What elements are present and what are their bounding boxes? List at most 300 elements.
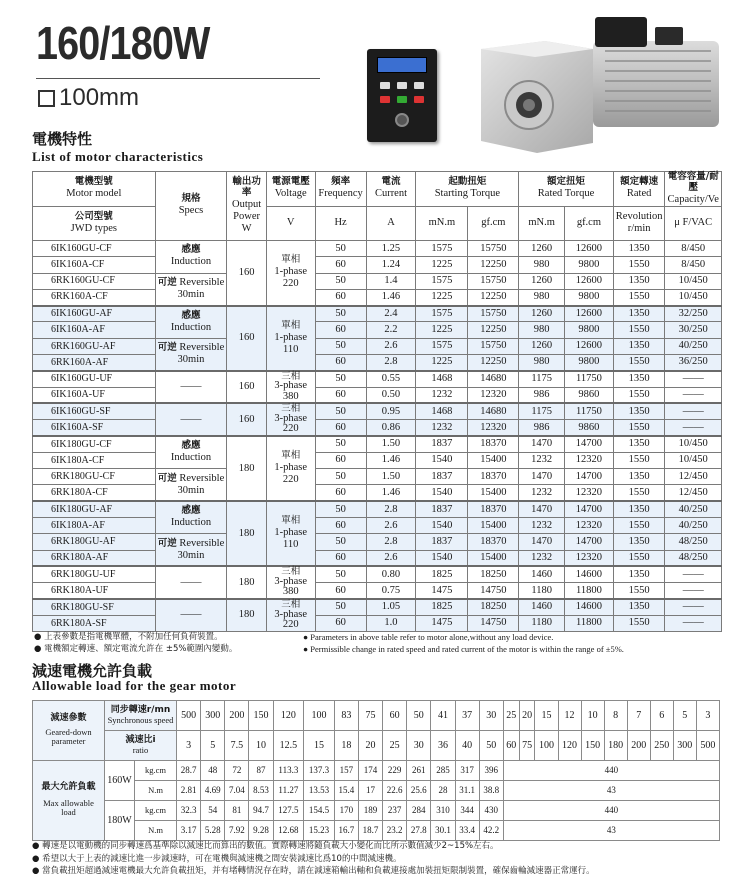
cell-a: 1.50	[366, 469, 416, 485]
controller-button	[380, 82, 390, 89]
cell-r2: 9800	[565, 354, 614, 370]
cell-a: 2.2	[366, 322, 416, 338]
load-cell: 284	[407, 801, 431, 821]
load-cell-max: 440	[503, 761, 719, 781]
bottom-notes	[32, 840, 595, 878]
cell-hz: 50	[315, 436, 366, 452]
load-cell: 72	[225, 761, 249, 781]
ratio-label: 減速比i ratio	[105, 731, 177, 761]
cell-s1: 1825	[416, 599, 468, 615]
cell-a: 1.4	[366, 273, 416, 289]
cell-r1: 1232	[519, 550, 565, 566]
cell-voltage: 三相 3-phase 380	[266, 371, 315, 404]
speed-cell: 500	[177, 701, 201, 731]
unit-rated-mnm: mN.m	[519, 206, 565, 240]
load-cell: 18.7	[358, 821, 382, 841]
cell-a: 0.95	[366, 403, 416, 419]
cell-model: 6RK180GU-SF	[33, 599, 156, 615]
cell-s2: 18250	[468, 566, 519, 582]
load-cell: 157	[334, 761, 358, 781]
table-row	[33, 436, 722, 452]
cell-voltage: 單相 1-phase 220	[266, 240, 315, 305]
ratio-cell: 12.5	[273, 731, 304, 761]
load-cell: 42.2	[479, 821, 503, 841]
ratio-cell: 20	[358, 731, 382, 761]
cell-a: 2.8	[366, 534, 416, 550]
cell-r2: 12320	[565, 452, 614, 468]
cell-cap: ——	[665, 403, 722, 419]
cell-r2: 12320	[565, 485, 614, 501]
cell-s2: 18370	[468, 501, 519, 517]
table-row	[33, 403, 722, 419]
speed-cell: 83	[334, 701, 358, 731]
cell-hz: 50	[315, 501, 366, 517]
unit-start-gfcm: gf.cm	[468, 206, 519, 240]
load-cell: 127.5	[273, 801, 304, 821]
cell-r2: 9860	[565, 420, 614, 436]
cell-r1: 1175	[519, 403, 565, 419]
cell-s2: 15400	[468, 485, 519, 501]
table-row	[33, 583, 722, 599]
cell-model: 6IK160A-AF	[33, 322, 156, 338]
cell-specs: ——	[155, 599, 227, 632]
cell-hz: 50	[315, 469, 366, 485]
unit-frequency: Hz	[315, 206, 366, 240]
cell-cap: 8/450	[665, 257, 722, 273]
speed-cell: 75	[358, 701, 382, 731]
cell-hz: 60	[315, 257, 366, 273]
table-row	[33, 338, 722, 354]
cell-rpm: 1350	[613, 306, 665, 322]
cell-model: 6RK160GU-AF	[33, 338, 156, 354]
load-cell: 285	[431, 761, 455, 781]
load-cell: 30.1	[431, 821, 455, 841]
load-cell: 4.69	[201, 781, 225, 801]
cell-rpm: 1550	[613, 322, 665, 338]
cell-r1: 1175	[519, 371, 565, 387]
speed-cell: 60	[383, 701, 407, 731]
cell-output: 160	[227, 371, 266, 404]
sync-speed-label: 同步轉速r/mn Synchronous speed	[105, 701, 177, 731]
controller-knob	[395, 113, 409, 127]
col-header-voltage: 電源電壓 Voltage	[266, 172, 315, 207]
cell-a: 2.6	[366, 338, 416, 354]
cell-cap: ——	[665, 599, 722, 615]
cell-hz: 50	[315, 273, 366, 289]
cell-cap: 48/250	[665, 550, 722, 566]
cell-output: 160	[227, 306, 266, 371]
cell-specs: 可逆 Reversible 30min	[155, 273, 227, 306]
geared-down-param-label: 減速參數 Geared-down parameter	[33, 701, 105, 761]
note-en-1: ● Parameters in above table refer to motor alone,without any load device.	[303, 632, 554, 642]
cell-rpm: 1350	[613, 240, 665, 256]
ratio-cell: 75	[519, 731, 535, 761]
cell-cap: 30/250	[665, 322, 722, 338]
ratio-cell: 3	[177, 731, 201, 761]
speed-cell: 15	[535, 701, 558, 731]
cell-a: 1.46	[366, 485, 416, 501]
section-title-zh: 電機特性	[32, 130, 93, 148]
cell-a: 1.25	[366, 240, 416, 256]
cell-rpm: 1350	[613, 469, 665, 485]
cell-specs: 可逆 Reversible 30min	[155, 338, 227, 371]
speed-cell: 200	[225, 701, 249, 731]
unit-rated-speed: Revolution r/min	[613, 206, 665, 240]
load-row	[33, 761, 720, 781]
load-cell: 396	[479, 761, 503, 781]
load-cell: 154.5	[304, 801, 335, 821]
cell-rpm: 1350	[613, 534, 665, 550]
table-row	[33, 534, 722, 550]
cell-r1: 980	[519, 354, 565, 370]
col-header-capacitor: 電容容量/耐壓 Capacity/Ve	[665, 172, 722, 207]
speed-cell: 20	[519, 701, 535, 731]
cell-s1: 1825	[416, 566, 468, 582]
table-row	[33, 550, 722, 566]
cell-r1: 1260	[519, 273, 565, 289]
load-cell: 237	[383, 801, 407, 821]
cell-s2: 15750	[468, 240, 519, 256]
cell-a: 2.6	[366, 517, 416, 533]
col-header-starting-torque: 起動扭矩 Starting Torque	[416, 172, 519, 207]
cell-a: 0.55	[366, 371, 416, 387]
load-cell: 17	[358, 781, 382, 801]
cell-r1: 1260	[519, 306, 565, 322]
speed-cell: 6	[650, 701, 673, 731]
table-row	[33, 452, 722, 468]
cell-r1: 1232	[519, 485, 565, 501]
cell-cap: 36/250	[665, 354, 722, 370]
cell-a: 1.0	[366, 615, 416, 631]
square-icon	[38, 90, 55, 107]
speed-cell: 150	[249, 701, 273, 731]
speed-cell: 100	[304, 701, 335, 731]
cell-hz: 60	[315, 615, 366, 631]
cell-hz: 60	[315, 387, 366, 403]
cell-rpm: 1350	[613, 371, 665, 387]
load-cell: 33.4	[455, 821, 479, 841]
table-row	[33, 517, 722, 533]
cell-s1: 1575	[416, 273, 468, 289]
load-cell: 9.28	[249, 821, 273, 841]
load-cell: 5.28	[201, 821, 225, 841]
load-cell: 229	[383, 761, 407, 781]
cell-s1: 1475	[416, 583, 468, 599]
cell-a: 2.8	[366, 501, 416, 517]
cell-cap: 12/450	[665, 485, 722, 501]
col-header-jwd: 公司型號 JWD types	[33, 206, 156, 240]
cell-r2: 11800	[565, 615, 614, 631]
cell-output: 160	[227, 240, 266, 305]
load-cell: 3.17	[177, 821, 201, 841]
cell-cap: 8/450	[665, 240, 722, 256]
col-header-model: 電機型號 Motor model	[33, 172, 156, 207]
table-row	[33, 485, 722, 501]
speed-cell: 50	[407, 701, 431, 731]
cell-specs: ——	[155, 371, 227, 404]
cell-rpm: 1550	[613, 517, 665, 533]
speed-cell: 41	[431, 701, 455, 731]
table-row	[33, 615, 722, 631]
cell-a: 0.80	[366, 566, 416, 582]
cell-rpm: 1550	[613, 452, 665, 468]
cell-r2: 12600	[565, 338, 614, 354]
cell-a: 2.8	[366, 354, 416, 370]
cell-s1: 1540	[416, 550, 468, 566]
cell-voltage: 三相 3-phase 380	[266, 566, 315, 599]
section-title-en: List of motor characteristics	[32, 149, 204, 164]
cell-s2: 18250	[468, 599, 519, 615]
cell-output: 180	[227, 436, 266, 501]
cell-s2: 14750	[468, 583, 519, 599]
load-cell: 170	[334, 801, 358, 821]
cell-rpm: 1350	[613, 436, 665, 452]
frame-size	[38, 84, 139, 112]
ratio-cell: 250	[650, 731, 673, 761]
frame-size-label: 100mm	[59, 84, 140, 111]
cell-r1: 980	[519, 322, 565, 338]
cell-s1: 1225	[416, 257, 468, 273]
cell-s2: 14750	[468, 615, 519, 631]
cell-model: 6IK160A-UF	[33, 387, 156, 403]
cell-rpm: 1550	[613, 354, 665, 370]
load-cell: 317	[455, 761, 479, 781]
load-row	[33, 801, 720, 821]
cell-s1: 1837	[416, 469, 468, 485]
load-cell: 32.3	[177, 801, 201, 821]
cell-model: 6IK160GU-AF	[33, 306, 156, 322]
load-cell: 137.3	[304, 761, 335, 781]
cell-r2: 9800	[565, 257, 614, 273]
load-cell: 7.04	[225, 781, 249, 801]
cell-cap: 10/450	[665, 273, 722, 289]
cell-r1: 1460	[519, 599, 565, 615]
load-cell-max: 43	[503, 781, 719, 801]
load-cell: 174	[358, 761, 382, 781]
table-row	[33, 469, 722, 485]
cell-r2: 14600	[565, 566, 614, 582]
cell-cap: 40/250	[665, 501, 722, 517]
cell-rpm: 1350	[613, 501, 665, 517]
bottom-note: ● 轉速是以電動機的同步轉速爲基準除以減速比而算出的數值。實際轉速將隨負載大小變化而比所示數值減少2~15%左右。	[32, 841, 499, 851]
cell-specs: 感應 Induction	[155, 436, 227, 469]
power-label: 180W	[105, 801, 135, 841]
cell-s1: 1475	[416, 615, 468, 631]
ratio-cell: 30	[407, 731, 431, 761]
cell-r1: 1232	[519, 452, 565, 468]
speed-cell: 25	[503, 701, 519, 731]
cell-a: 0.50	[366, 387, 416, 403]
controller-button	[397, 96, 407, 103]
cell-s1: 1575	[416, 240, 468, 256]
cell-specs: ——	[155, 403, 227, 436]
cell-hz: 60	[315, 583, 366, 599]
cell-a: 0.86	[366, 420, 416, 436]
cell-cap: 12/450	[665, 469, 722, 485]
cell-s1: 1575	[416, 306, 468, 322]
cell-s2: 12250	[468, 257, 519, 273]
col-header-output: 輸出功率 Output Power W	[227, 172, 266, 241]
cell-rpm: 1550	[613, 387, 665, 403]
table-row	[33, 306, 722, 322]
cell-model: 6RK160GU-CF	[33, 273, 156, 289]
cell-r2: 12600	[565, 306, 614, 322]
speed-cell: 5	[673, 701, 696, 731]
controller-display	[377, 57, 427, 73]
cell-s2: 15400	[468, 517, 519, 533]
cell-rpm: 1550	[613, 289, 665, 305]
cell-specs: ——	[155, 566, 227, 599]
load-cell: 54	[201, 801, 225, 821]
cell-a: 2.4	[366, 306, 416, 322]
cell-s2: 18370	[468, 534, 519, 550]
ratio-cell: 36	[431, 731, 455, 761]
cell-specs: 感應 Induction	[155, 240, 227, 273]
ratio-cell: 60	[503, 731, 519, 761]
ratio-cell: 15	[304, 731, 335, 761]
cell-hz: 50	[315, 306, 366, 322]
cell-hz: 50	[315, 534, 366, 550]
table-notes-en	[303, 631, 624, 655]
cell-s2: 12320	[468, 420, 519, 436]
cell-s2: 14680	[468, 371, 519, 387]
col-header-frequency: 頻率 Frequency	[315, 172, 366, 207]
speed-cell: 12	[558, 701, 581, 731]
load-cell: 310	[431, 801, 455, 821]
load-cell: 38.8	[479, 781, 503, 801]
cell-voltage: 單相 1-phase 220	[266, 436, 315, 501]
speed-cell: 300	[201, 701, 225, 731]
table-notes-zh	[34, 631, 237, 655]
cell-voltage: 單相 1-phase 110	[266, 306, 315, 371]
cell-model: 6RK180A-CF	[33, 485, 156, 501]
ratio-cell: 10	[249, 731, 273, 761]
controller-button	[414, 82, 424, 89]
cell-s2: 12250	[468, 322, 519, 338]
load-cell: 113.3	[273, 761, 304, 781]
page-title: 160/180W	[36, 17, 210, 69]
cell-r1: 1232	[519, 517, 565, 533]
ratio-cell: 40	[455, 731, 479, 761]
cell-output: 180	[227, 501, 266, 566]
cell-hz: 60	[315, 485, 366, 501]
cell-r2: 12600	[565, 240, 614, 256]
cell-r2: 11750	[565, 403, 614, 419]
col-header-rated-speed: 額定轉速 Rated	[613, 172, 665, 207]
cell-rpm: 1350	[613, 599, 665, 615]
load-cell: 23.2	[383, 821, 407, 841]
ratio-cell: 18	[334, 731, 358, 761]
unit-capacitor: μ F/VAC	[665, 206, 722, 240]
cell-s2: 15400	[468, 550, 519, 566]
cell-model: 6RK180GU-AF	[33, 534, 156, 550]
col-header-specs: 規格 Specs	[155, 172, 227, 241]
gear-motor-image	[475, 15, 723, 157]
cell-r2: 9860	[565, 387, 614, 403]
cell-r2: 14700	[565, 436, 614, 452]
load-cell: 430	[479, 801, 503, 821]
cell-hz: 60	[315, 289, 366, 305]
cell-s1: 1232	[416, 387, 468, 403]
cell-hz: 50	[315, 338, 366, 354]
cell-r1: 986	[519, 420, 565, 436]
speed-cell: 10	[581, 701, 604, 731]
unit-rated-gfcm: gf.cm	[565, 206, 614, 240]
table-row	[33, 240, 722, 256]
allowable-load-table	[32, 700, 720, 841]
cell-specs: 可逆 Reversible 30min	[155, 534, 227, 567]
cell-model: 6RK180A-AF	[33, 550, 156, 566]
cell-hz: 50	[315, 371, 366, 387]
load-cell: 25.6	[407, 781, 431, 801]
cell-output: 180	[227, 566, 266, 599]
cell-model: 6IK180A-CF	[33, 452, 156, 468]
cell-r2: 14700	[565, 501, 614, 517]
cell-model: 6IK160A-CF	[33, 257, 156, 273]
cell-model: 6IK180GU-AF	[33, 501, 156, 517]
load-cell: 189	[358, 801, 382, 821]
cell-s1: 1225	[416, 289, 468, 305]
cell-model: 6IK160GU-SF	[33, 403, 156, 419]
note-zh-1: ● 上表參數是指電機單體，不附加任何負荷裝置。	[34, 632, 223, 642]
cell-rpm: 1550	[613, 615, 665, 631]
load-row	[33, 781, 720, 801]
load-cell: 15.23	[304, 821, 335, 841]
cell-s1: 1837	[416, 436, 468, 452]
unit-label: kg.cm	[135, 761, 177, 781]
unit-current: A	[366, 206, 416, 240]
speed-row	[33, 701, 720, 731]
cell-r2: 9800	[565, 289, 614, 305]
cell-cap: 10/450	[665, 452, 722, 468]
cell-rpm: 1350	[613, 403, 665, 419]
ratio-cell: 5	[201, 731, 225, 761]
cell-cap: ——	[665, 566, 722, 582]
unit-label: N.m	[135, 821, 177, 841]
cell-r1: 1180	[519, 615, 565, 631]
cell-a: 2.6	[366, 550, 416, 566]
table-row	[33, 387, 722, 403]
cell-model: 6IK160A-SF	[33, 420, 156, 436]
cell-model: 6IK180GU-CF	[33, 436, 156, 452]
cell-rpm: 1550	[613, 583, 665, 599]
cell-r1: 1260	[519, 240, 565, 256]
controller-button	[380, 96, 390, 103]
load-cell: 81	[225, 801, 249, 821]
cell-rpm: 1350	[613, 566, 665, 582]
cell-hz: 60	[315, 452, 366, 468]
cell-cap: 40/250	[665, 517, 722, 533]
cell-s1: 1468	[416, 403, 468, 419]
cell-s1: 1837	[416, 501, 468, 517]
ratio-cell: 500	[696, 731, 719, 761]
cell-r1: 980	[519, 289, 565, 305]
load-cell: 87	[249, 761, 273, 781]
section2-title-en: Allowable load for the gear motor	[32, 678, 237, 693]
cell-a: 0.75	[366, 583, 416, 599]
cell-cap: ——	[665, 615, 722, 631]
cell-r2: 11800	[565, 583, 614, 599]
load-cell: 16.7	[334, 821, 358, 841]
controller-button	[397, 82, 407, 89]
cell-r1: 986	[519, 387, 565, 403]
speed-cell: 8	[604, 701, 627, 731]
load-cell: 7.92	[225, 821, 249, 841]
cell-r1: 1460	[519, 566, 565, 582]
col-header-rated-torque: 額定扭矩 Rated Torque	[519, 172, 614, 207]
cell-hz: 50	[315, 403, 366, 419]
table-row	[33, 371, 722, 387]
